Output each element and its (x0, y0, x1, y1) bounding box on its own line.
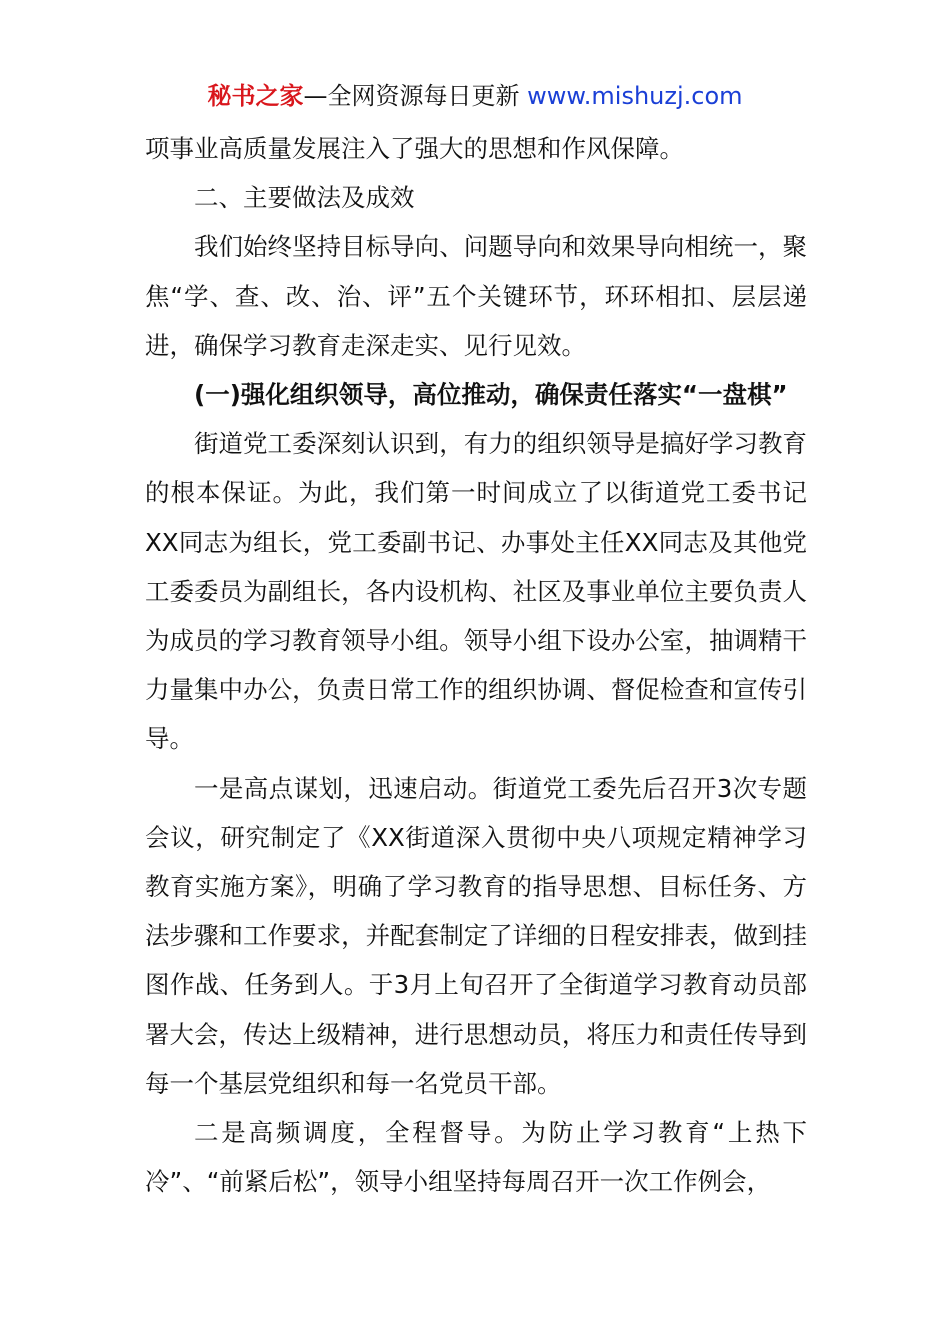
subsection-heading: (一)强化组织领导，高位推动，确保责任落实“一盘棋” (194, 380, 788, 410)
paragraph-point-one: 一是高点谋划，迅速启动。街道党工委先后召开3次专题会议，研究制定了《XX街道深入贯彻中央八项规定精神学习教育实施方案》，明确了学习教育的指导思想、目标任务、方法步骤和工作要求，并配套制定了详细的日程安排表，做到挂图作战、任务到人。于3月上旬召开了全街道学习教育动员部署大会，传达上级精神，进行思想动员，将压力和责任传导到每一个基层党组织和每一名党员干部。 (145, 773, 807, 1098)
brand-name: 秘书之家 (207, 82, 304, 110)
section-heading: 二、主要做法及成效 (194, 183, 415, 213)
paragraph-point-two: 二是高频调度，全程督导。为防止学习教育“上热下冷”、“前紧后松”，领导小组坚持每周召开一次工作例会， (145, 1118, 807, 1197)
paragraph-continuation: 项事业高质量发展注入了强大的思想和作风保障。 (145, 134, 684, 163)
site-url-link[interactable]: www.mishuzj.com (527, 82, 743, 110)
paragraph-leadership: 街道党工委深刻认识到，有力的组织领导是搞好学习教育的根本保证。为此，我们第一时间成立了以街道党工委书记XX同志为组长，党工委副书记、办事处主任XX同志及其他党工委委员为副组长，各内设机构、社区及事业单位主要负责人为成员的学习教育领导小组。领导小组下设办公室，抽调精干力量集中办公，负责日常工作的组织协调、督促检查和宣传引导。 (145, 429, 807, 754)
site-header (0, 80, 950, 112)
document-body (145, 124, 807, 1206)
header-tagline: —全网资源每日更新 (303, 82, 528, 110)
paragraph-intro: 我们始终坚持目标导向、问题导向和效果导向相统一，聚焦“学、查、改、治、评”五个关键环节，环环相扣、层层递进，确保学习教育走深走实、见行见效。 (145, 232, 807, 360)
